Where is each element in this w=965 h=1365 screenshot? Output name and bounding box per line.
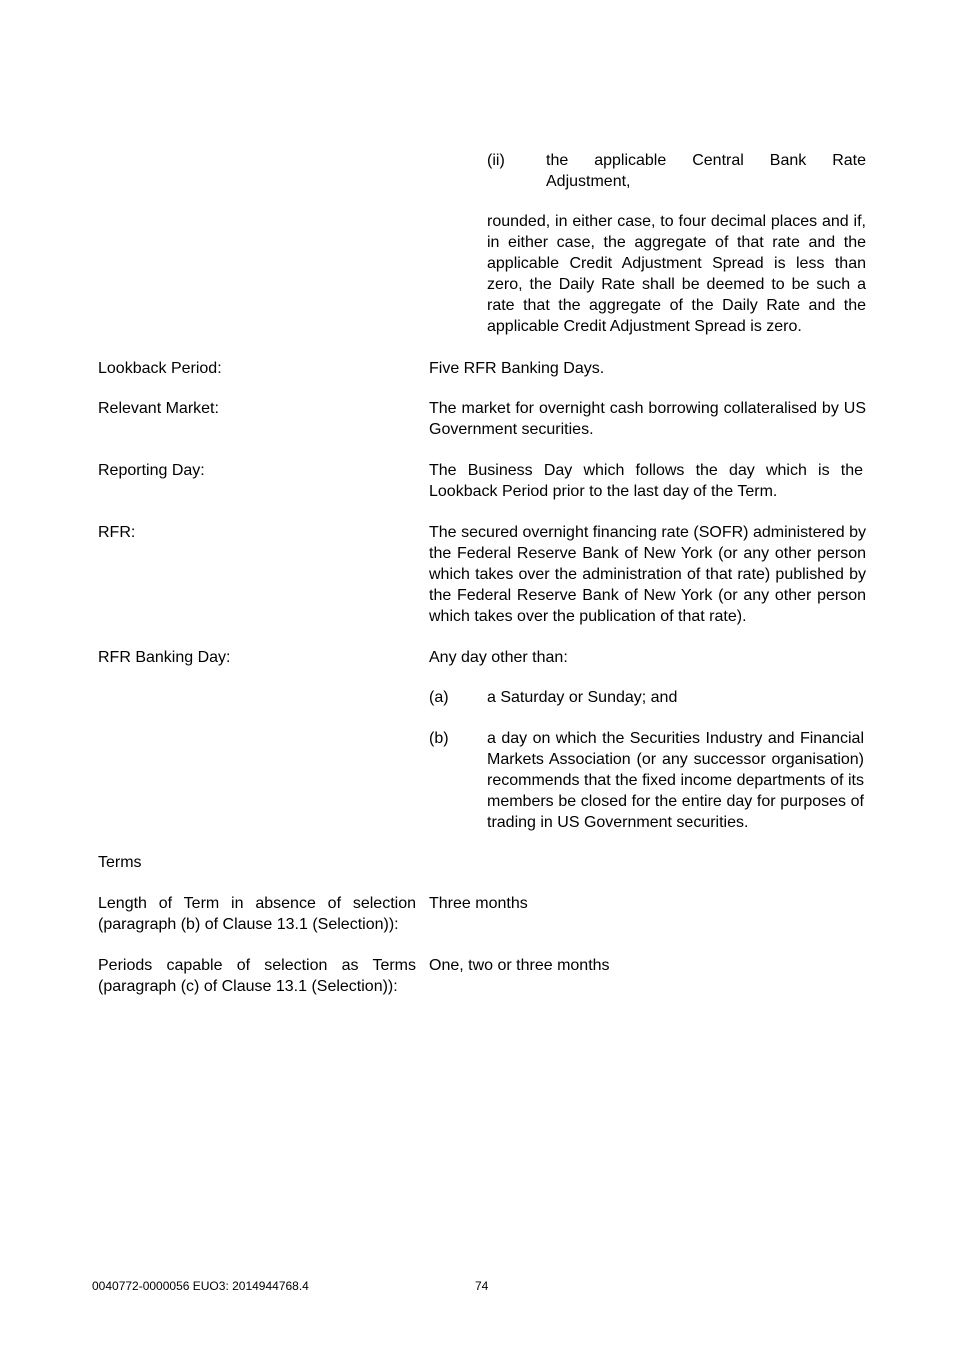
reporting-day-label: Reporting Day: xyxy=(98,462,205,479)
reporting-day-value: The Business Day which follows the day which is the Lookback Period prior to the last day of the Term. xyxy=(429,462,863,500)
item-b-marker: (b) xyxy=(429,730,449,747)
footer-doc-ref: 0040772-0000056 EUO3: 2014944768.4 xyxy=(92,1279,309,1293)
periods-label: Periods capable of selection as Terms (paragraph (c) of Clause 13.1 (Selection)): xyxy=(98,957,416,995)
lookback-period-value: Five RFR Banking Days. xyxy=(429,360,605,377)
rfr-banking-day-value: Any day other than: xyxy=(429,649,568,666)
item-ii-marker: (ii) xyxy=(487,152,505,169)
item-ii-line2: Adjustment, xyxy=(546,173,631,190)
item-a-text: a Saturday or Sunday; and xyxy=(487,689,678,706)
lookback-period-label: Lookback Period: xyxy=(98,360,222,377)
item-ii-line1: the applicable Central Bank Rate xyxy=(546,152,866,169)
rfr-banking-day-label: RFR Banking Day: xyxy=(98,649,231,666)
rounded-paragraph: rounded, in either case, to four decimal places and if, in either case, the aggregate of that rate and the applicable Credit Adjustment Spread is less than zero, the Daily Rate shall be deemed to be such a rate that the aggregate of the Daily Rate and the applicable Credit Adjustment Spread is zero. xyxy=(487,213,866,335)
page-number: 74 xyxy=(475,1279,489,1293)
periods-value: One, two or three months xyxy=(429,957,610,974)
rfr-label: RFR: xyxy=(98,524,136,541)
item-a-marker: (a) xyxy=(429,689,449,706)
relevant-market-value: The market for overnight cash borrowing collateralised by US Government securities. xyxy=(429,400,866,438)
item-b-text: a day on which the Securities Industry and Financial Markets Association (or any successor organisation) recommends that the fixed income departments of its members be closed for the entire day for purposes of trading in US Government securities. xyxy=(487,730,864,831)
relevant-market-label: Relevant Market: xyxy=(98,400,219,417)
length-of-term-value: Three months xyxy=(429,895,528,912)
terms-heading: Terms xyxy=(98,854,142,871)
length-of-term-label: Length of Term in absence of selection (paragraph (b) of Clause 13.1 (Selection)): xyxy=(98,895,416,933)
rfr-value: The secured overnight financing rate (SOFR) administered by the Federal Reserve Bank of New York (or any other person which takes over the administration of that rate) published by the Federal Reserve Bank of New York (or any other person which takes over the publication of that rate). xyxy=(429,524,866,625)
